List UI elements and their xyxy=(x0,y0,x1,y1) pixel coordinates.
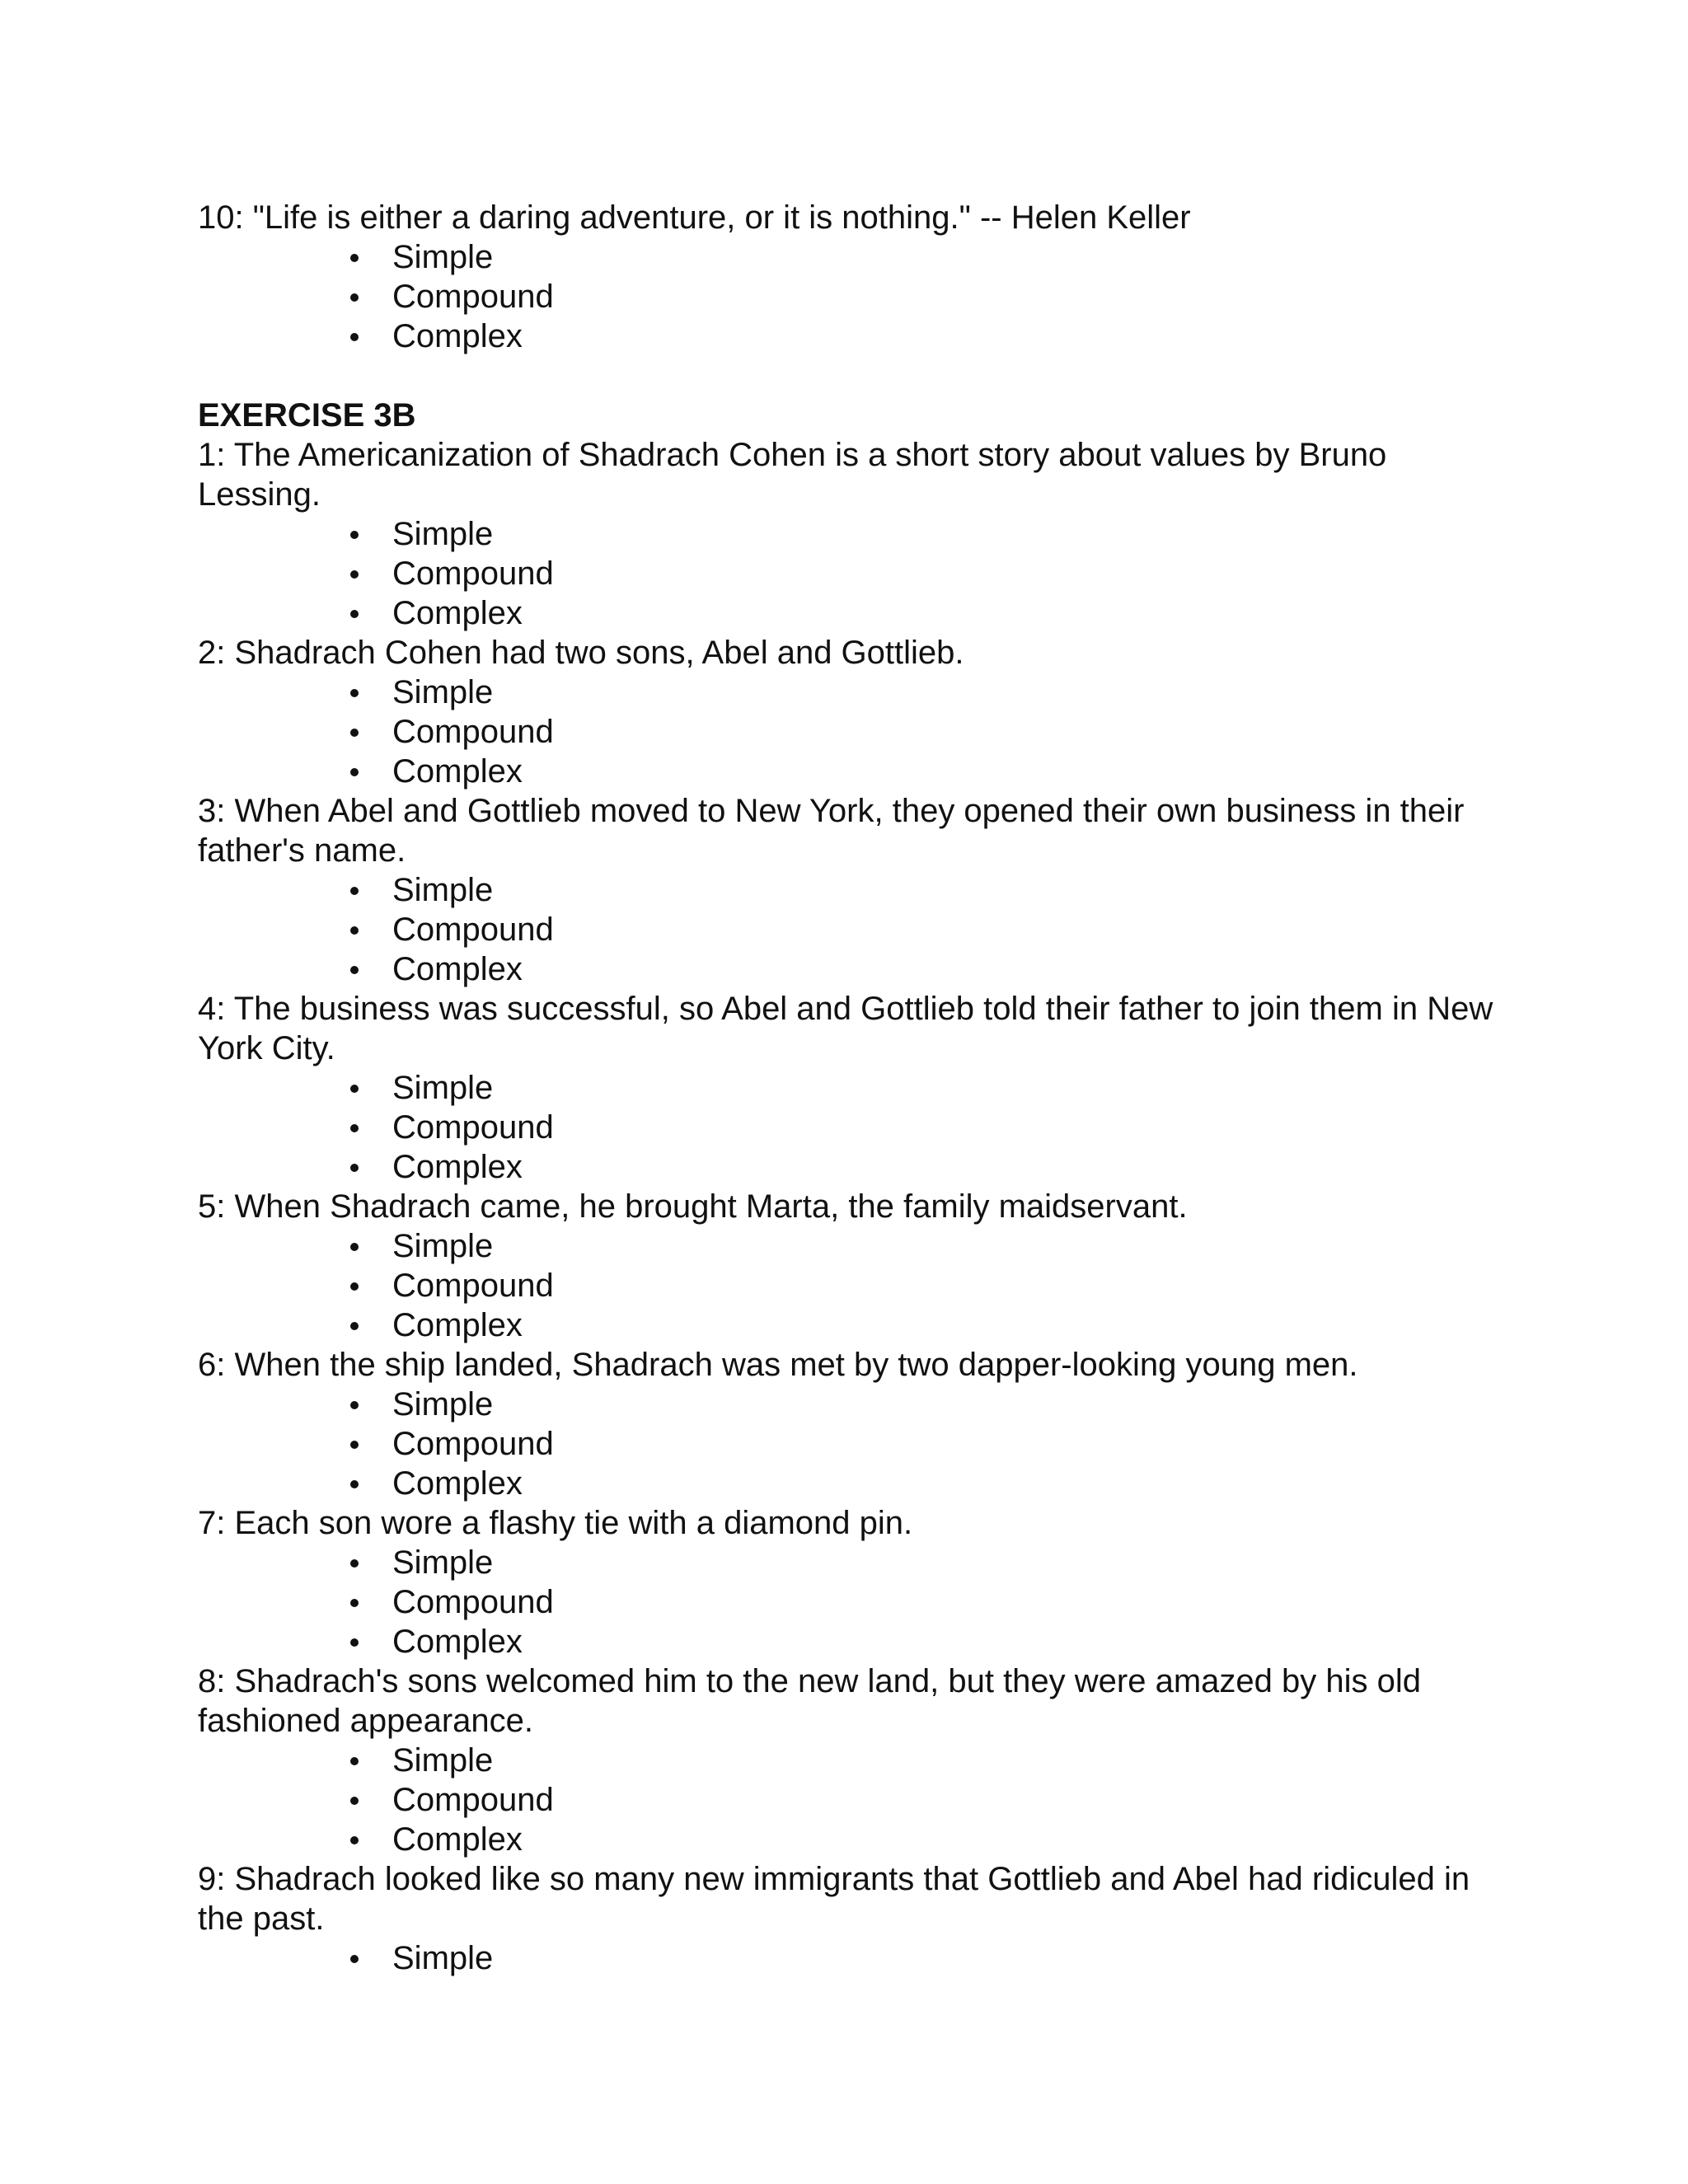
bullet-icon xyxy=(350,1480,359,1488)
option-label: Compound xyxy=(392,1782,554,1818)
option-list xyxy=(198,1068,1508,1187)
question-block xyxy=(198,791,1508,989)
option-item xyxy=(198,1068,1508,1108)
option-label: Complex xyxy=(392,1624,523,1660)
section-heading: EXERCISE 3B xyxy=(198,397,416,434)
option-item xyxy=(198,712,1508,752)
bullet-icon xyxy=(350,689,359,697)
question-text: 10: "Life is either a daring adventure, or it is nothing." -- Helen Keller xyxy=(198,199,1191,236)
option-item xyxy=(198,316,1508,356)
bullet-icon xyxy=(350,926,359,935)
bullet-icon xyxy=(350,1164,359,1172)
question-text: 6: When the ship landed, Shadrach was met by two dapper-looking young men. xyxy=(198,1347,1358,1383)
question-block xyxy=(198,1345,1508,1503)
option-item xyxy=(198,593,1508,633)
bullet-icon xyxy=(350,333,359,341)
option-label: Complex xyxy=(392,951,523,987)
option-item xyxy=(198,1780,1508,1820)
option-item xyxy=(198,910,1508,949)
option-label: Compound xyxy=(392,1109,554,1146)
document-page xyxy=(198,198,1508,1978)
option-label: Simple xyxy=(392,1742,494,1779)
bullet-icon xyxy=(350,531,359,539)
option-item xyxy=(198,514,1508,554)
question-block xyxy=(198,1859,1508,1978)
option-label: Simple xyxy=(392,1544,494,1581)
question-block xyxy=(198,198,1508,356)
bullet-icon xyxy=(350,1757,359,1765)
option-label: Complex xyxy=(392,318,523,354)
question-text: 1: The Americanization of Shadrach Cohen is a short story about values by Bruno Lessing. xyxy=(198,437,1387,513)
option-item xyxy=(198,1266,1508,1305)
option-label: Simple xyxy=(392,516,494,552)
question-text: 3: When Abel and Gottlieb moved to New York, they opened their own business in their father's name. xyxy=(198,793,1465,869)
option-item xyxy=(198,1582,1508,1622)
question-block xyxy=(198,1661,1508,1859)
option-item xyxy=(198,1622,1508,1661)
option-label: Simple xyxy=(392,1386,494,1422)
option-label: Simple xyxy=(392,674,494,710)
option-list xyxy=(198,673,1508,791)
option-label: Complex xyxy=(392,595,523,631)
option-list xyxy=(198,1938,1508,1978)
option-item xyxy=(198,673,1508,712)
option-item xyxy=(198,752,1508,791)
option-list xyxy=(198,1741,1508,1859)
option-list xyxy=(198,514,1508,633)
option-item xyxy=(198,237,1508,277)
option-list xyxy=(198,1226,1508,1345)
question-text: 2: Shadrach Cohen had two sons, Abel and Gottlieb. xyxy=(198,635,964,671)
bullet-icon xyxy=(350,1282,359,1291)
bullet-icon xyxy=(350,570,359,579)
option-item xyxy=(198,1741,1508,1780)
bullet-icon xyxy=(350,610,359,618)
bullet-icon xyxy=(350,887,359,895)
option-label: Compound xyxy=(392,1268,554,1304)
option-item xyxy=(198,277,1508,316)
option-label: Simple xyxy=(392,1228,494,1264)
question-text: 9: Shadrach looked like so many new immigrants that Gottlieb and Abel had ridiculed in the past. xyxy=(198,1861,1470,1937)
option-label: Complex xyxy=(392,1149,523,1185)
bullet-icon xyxy=(350,1441,359,1449)
option-item xyxy=(198,1424,1508,1464)
option-list xyxy=(198,237,1508,356)
option-label: Compound xyxy=(392,555,554,592)
question-text: 7: Each son wore a flashy tie with a diamond pin. xyxy=(198,1505,913,1541)
option-label: Simple xyxy=(392,1940,494,1976)
bullet-icon xyxy=(350,1836,359,1844)
option-label: Complex xyxy=(392,1307,523,1343)
bullet-icon xyxy=(350,768,359,776)
question-list xyxy=(198,435,1508,1978)
option-list xyxy=(198,870,1508,989)
option-item xyxy=(198,1464,1508,1503)
bullet-icon xyxy=(350,1559,359,1568)
question-block xyxy=(198,435,1508,633)
option-label: Simple xyxy=(392,872,494,908)
bullet-icon xyxy=(350,1599,359,1607)
bullet-icon xyxy=(350,1124,359,1132)
bullet-icon xyxy=(350,1243,359,1251)
option-list xyxy=(198,1543,1508,1661)
option-item xyxy=(198,1147,1508,1187)
option-list xyxy=(198,1385,1508,1503)
question-block xyxy=(198,633,1508,791)
option-item xyxy=(198,554,1508,593)
option-item xyxy=(198,1820,1508,1859)
option-label: Complex xyxy=(392,753,523,790)
option-label: Simple xyxy=(392,1070,494,1106)
bullet-icon xyxy=(350,966,359,974)
question-block xyxy=(198,1187,1508,1345)
option-item xyxy=(198,870,1508,910)
question-block xyxy=(198,989,1508,1187)
option-label: Compound xyxy=(392,714,554,750)
question-text: 5: When Shadrach came, he brought Marta, the family maidservant. xyxy=(198,1188,1188,1225)
bullet-icon xyxy=(350,254,359,262)
bullet-icon xyxy=(350,293,359,302)
bullet-icon xyxy=(350,1322,359,1330)
bullet-icon xyxy=(350,1085,359,1093)
bullet-icon xyxy=(350,1638,359,1647)
option-label: Complex xyxy=(392,1821,523,1858)
option-label: Complex xyxy=(392,1465,523,1502)
bullet-icon xyxy=(350,729,359,737)
option-label: Simple xyxy=(392,239,494,275)
option-item xyxy=(198,949,1508,989)
option-item xyxy=(198,1108,1508,1147)
bullet-icon xyxy=(350,1955,359,1963)
option-item xyxy=(198,1938,1508,1978)
question-text: 8: Shadrach's sons welcomed him to the new land, but they were amazed by his old fashioned appearance. xyxy=(198,1663,1422,1739)
option-label: Compound xyxy=(392,912,554,948)
option-label: Compound xyxy=(392,1584,554,1620)
option-label: Compound xyxy=(392,279,554,315)
option-item xyxy=(198,1385,1508,1424)
bullet-icon xyxy=(350,1797,359,1805)
question-text: 4: The business was successful, so Abel and Gottlieb told their father to join them in New York City. xyxy=(198,991,1493,1066)
question-block xyxy=(198,1503,1508,1661)
option-item xyxy=(198,1305,1508,1345)
option-item xyxy=(198,1226,1508,1266)
bullet-icon xyxy=(350,1401,359,1409)
option-label: Compound xyxy=(392,1426,554,1462)
option-item xyxy=(198,1543,1508,1582)
